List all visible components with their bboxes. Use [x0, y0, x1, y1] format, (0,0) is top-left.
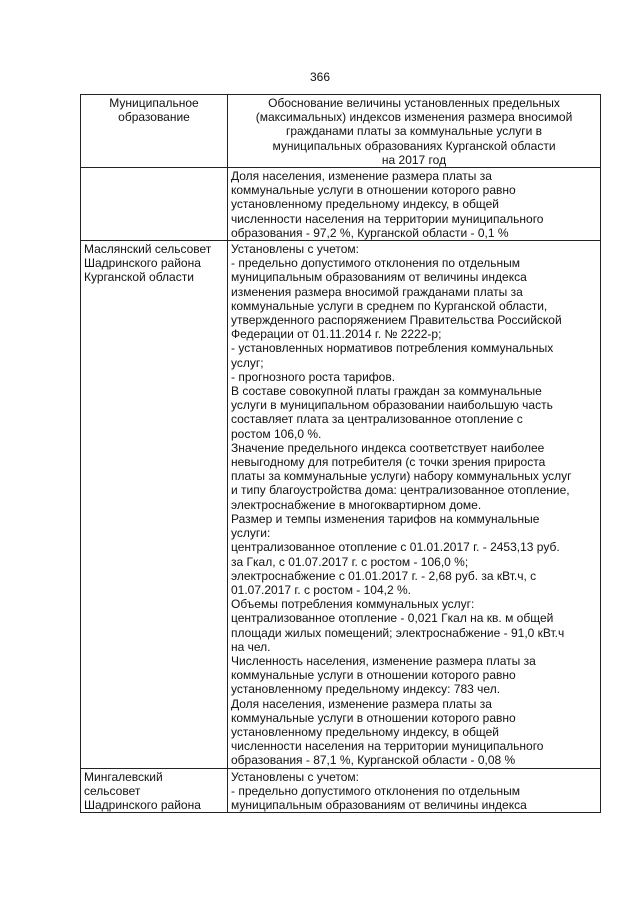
header-line: образование: [118, 110, 190, 125]
table-row: [81, 241, 601, 769]
justification-line: централизованное отопление с 01.01.2017 г. - 2453,13 руб.: [231, 540, 560, 555]
justification-line: - предельно допустимого отклонения по отдельным: [231, 783, 520, 798]
justification-line: В составе совокупной платы граждан за коммунальные: [231, 384, 542, 399]
justification-line: составляет плата за централизованное отопление с: [231, 412, 523, 427]
header-line: Обоснование величины установленных предельных: [268, 96, 560, 110]
municipality-line: Курганской области: [84, 270, 194, 285]
table-header-row: [81, 95, 601, 168]
justification-line: коммунальные услуги в среднем по Курганской области,: [231, 298, 548, 313]
justification-line: утвержденного распоряжением Правительства Российской: [231, 313, 562, 328]
indices-table: [80, 94, 601, 813]
municipality-cell: [81, 768, 228, 813]
header-line: гражданами платы за коммунальные услуги в: [285, 124, 543, 139]
justification-line: Установлены с учетом:: [231, 242, 359, 257]
justification-line: услуги:: [231, 526, 271, 541]
justification-line: изменения размера вносимой гражданами платы за: [231, 284, 523, 299]
justification-line: Размер и темпы изменения тарифов на коммунальные: [231, 511, 540, 526]
justification-line: коммунальные услуги в отношении которого равно: [231, 710, 516, 725]
header-line: муниципальных образованиях Курганской области: [272, 138, 556, 153]
justification-line: ростом 106,0 %.: [231, 426, 322, 441]
municipality-line: Маслянский сельсовет: [84, 242, 212, 257]
justification-cell: [228, 768, 601, 813]
justification-line: и типу благоустройства дома: централизованное отопление,: [231, 483, 570, 498]
municipality-line: Шадринского района: [84, 256, 201, 271]
justification-line: численности населения на территории муниципального: [231, 211, 544, 226]
justification-line: Доля населения, изменение размера платы за: [231, 169, 492, 184]
justification-line: площади жилых помещений; электроснабжение - 91,0 кВт.ч: [231, 625, 565, 640]
municipality-cell: [81, 168, 228, 241]
table-row: [81, 768, 601, 813]
municipality-line: Шадринского района: [84, 797, 201, 812]
justification-line: установленному предельному индексу: 783 чел.: [231, 682, 501, 697]
header-line: Муниципальное: [109, 96, 199, 110]
justification-line: муниципальным образованиям от величины индекса: [231, 797, 527, 812]
justification-line: Доля населения, изменение размера платы за: [231, 696, 492, 711]
justification-line: Установлены с учетом:: [231, 769, 359, 784]
justification-line: муниципальным образованиям от величины индекса: [231, 270, 527, 285]
header-line: на 2017 год: [381, 152, 447, 167]
justification-cell: [228, 168, 601, 241]
header-municipality: [81, 95, 228, 168]
page-number: 366: [309, 70, 331, 84]
justification-line: - прогнозного роста тарифов.: [231, 369, 396, 384]
justification-line: - предельно допустимого отклонения по отдельным: [231, 256, 520, 271]
justification-line: централизованное отопление - 0,021 Гкал на кв. м общей: [231, 611, 554, 626]
justification-line: невыгодному для потребителя (с точки зрения прироста: [231, 455, 546, 470]
justification-line: 01.07.2017 г. с ростом - 104,2 %.: [231, 582, 411, 597]
justification-line: коммунальные услуги в отношении которого равно: [231, 668, 516, 683]
justification-line: за Гкал, с 01.07.2017 г. с ростом - 106,0 %;: [231, 554, 469, 569]
justification-line: услуги в муниципальном образовании наибольшую часть: [231, 398, 553, 413]
justification-line: услуг;: [231, 355, 264, 370]
justification-line: установленному предельному индексу, в общей: [231, 724, 499, 739]
municipality-line: сельсовет: [84, 783, 141, 798]
justification-line: Численность населения, изменение размера платы за: [231, 653, 536, 668]
justification-line: электроснабжение с 01.01.2017 г. - 2,68 руб. за кВт.ч, с: [231, 568, 537, 583]
header-justification: [228, 95, 601, 168]
justification-line: Федерации от 01.11.2014 г. № 2222-р;: [231, 327, 442, 342]
municipality-cell: [81, 241, 228, 769]
justification-line: установленному предельному индексу, в общей: [231, 197, 499, 212]
table-row: [81, 168, 601, 241]
justification-line: Значение предельного индекса соответствует наиболее: [231, 440, 545, 455]
justification-line: электроснабжение в многоквартирном доме.: [231, 497, 482, 512]
justification-line: образования - 87,1 %, Курганской области - 0,08 %: [231, 753, 516, 768]
justification-line: - установленных нормативов потребления коммунальных: [231, 341, 554, 356]
header-line: (максимальных) индексов изменения размера вносимой: [255, 110, 573, 125]
municipality-line: Мингалевский: [84, 769, 163, 784]
justification-line: платы за коммунальные услуги) набору коммунальных услуг: [231, 469, 572, 484]
justification-line: коммунальные услуги в отношении которого равно: [231, 183, 516, 198]
justification-line: на чел.: [231, 639, 271, 654]
justification-line: образования - 97,2 %, Курганской области - 0,1 %: [231, 225, 509, 240]
justification-cell: [228, 241, 601, 769]
justification-line: численности населения на территории муниципального: [231, 739, 544, 754]
justification-line: Объемы потребления коммунальных услуг:: [231, 597, 475, 612]
